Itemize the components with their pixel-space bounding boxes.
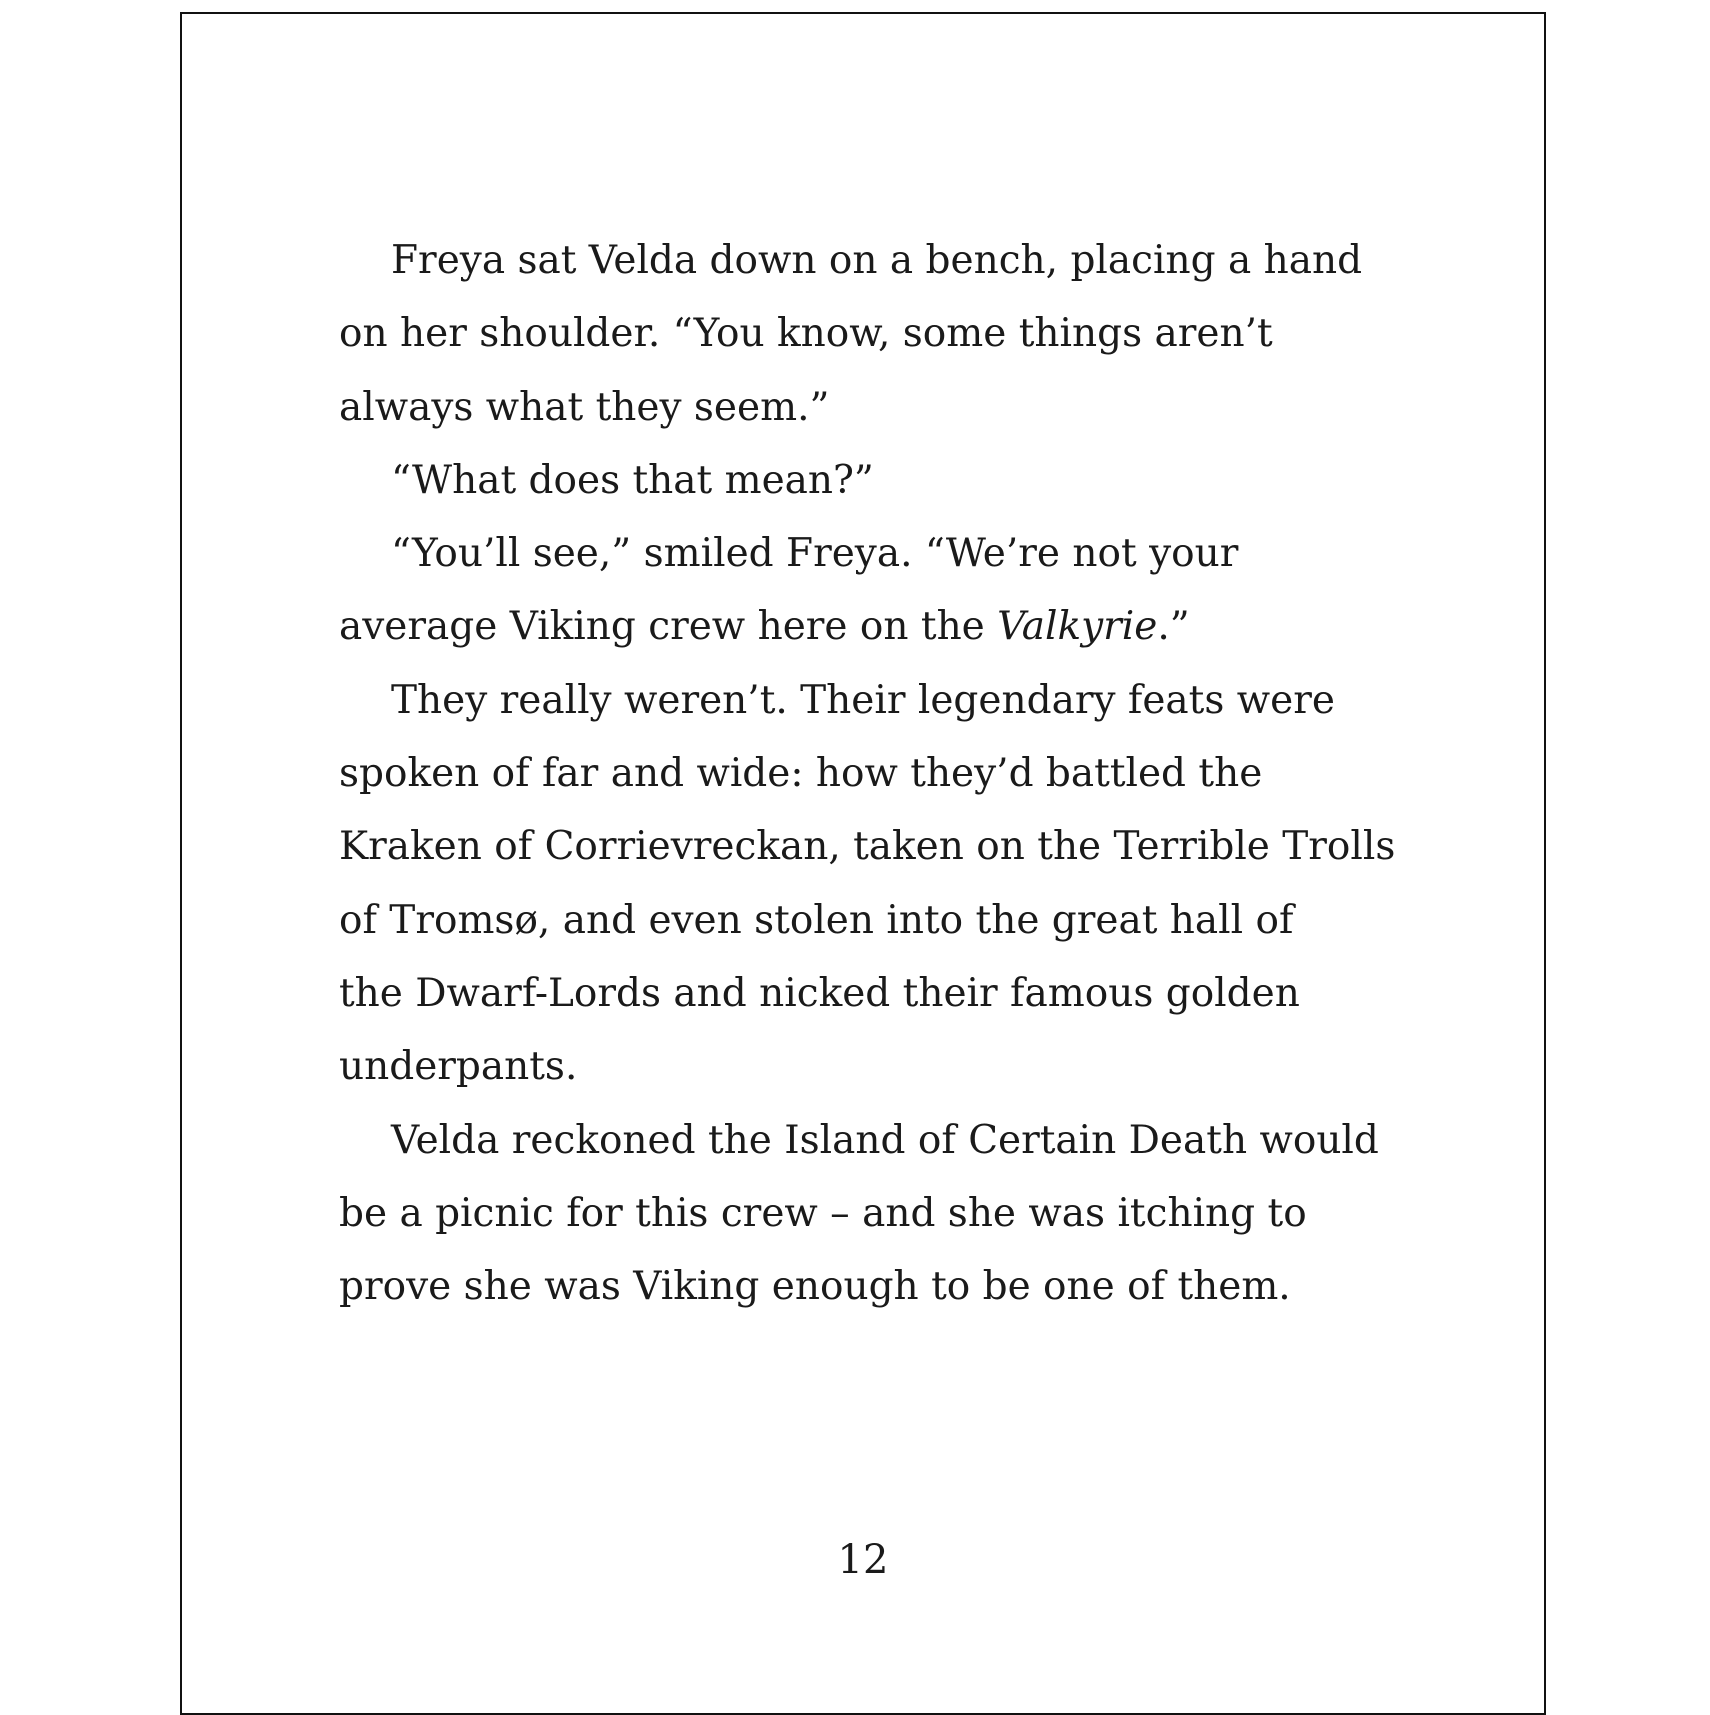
text-line: They really weren’t. Their legendary feats were	[391, 677, 1335, 723]
text-line	[339, 590, 1399, 663]
text-line: of Tromsø, and even stolen into the great hall of	[339, 897, 1294, 943]
book-page	[180, 12, 1546, 1715]
text-line: Velda reckoned the Island of Certain Death would	[391, 1117, 1379, 1163]
text-line: be a picnic for this crew – and she was itching to	[339, 1190, 1307, 1236]
ship-name: Valkyrie	[997, 604, 1158, 650]
text-line: always what they seem.”	[339, 384, 830, 430]
text-line: on her shoulder. “You know, some things aren’t	[339, 311, 1273, 357]
text-line-start: average Viking crew here on the	[339, 604, 998, 650]
text-line: “You’ll see,” smiled Freya. “We’re not your	[391, 531, 1239, 577]
text-line: Freya sat Velda down on a bench, placing a hand	[391, 238, 1363, 283]
text-line: “What does that mean?”	[391, 457, 874, 503]
text-line: prove she was Viking enough to be one of them.	[339, 1264, 1291, 1310]
page-number: 12	[837, 1537, 889, 1583]
text-line: the Dwarf-Lords and nicked their famous golden	[339, 970, 1300, 1016]
text-line: underpants.	[339, 1044, 578, 1090]
body-text	[339, 224, 1399, 1323]
text-line: Kraken of Corrievreckan, taken on the Terrible Trolls	[339, 824, 1396, 870]
text-line: spoken of far and wide: how they’d battled the	[339, 751, 1263, 797]
text-line-end: .”	[1157, 604, 1190, 650]
